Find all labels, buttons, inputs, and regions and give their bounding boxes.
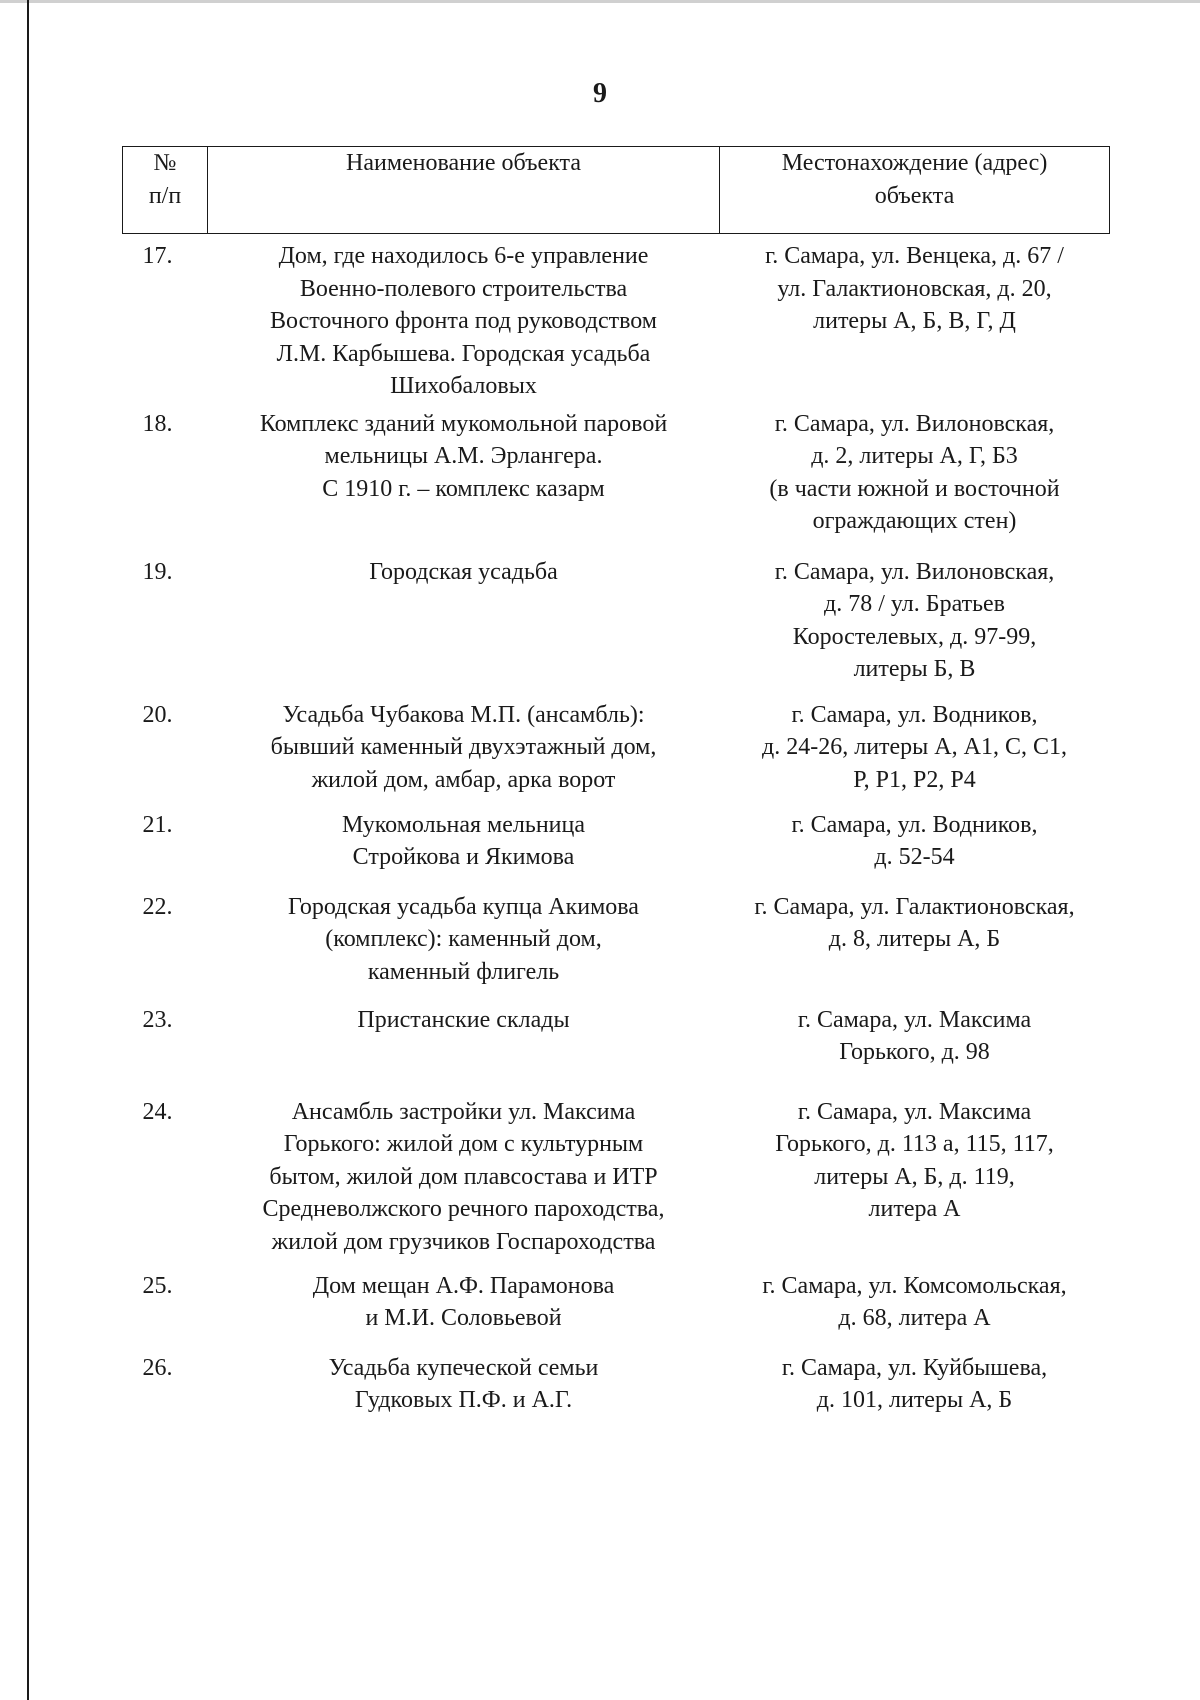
object-address: г. Самара, ул. Комсомольская, д. 68, литера А bbox=[762, 1272, 1067, 1331]
object-name: Пристанские склады bbox=[357, 1006, 570, 1033]
row-number: 20. bbox=[142, 701, 173, 728]
table-row bbox=[123, 408, 1110, 556]
row-number: 24. bbox=[142, 1098, 173, 1125]
row-number-cell bbox=[123, 809, 208, 891]
row-number-cell bbox=[123, 1270, 208, 1352]
object-address: г. Самара, ул. Водников, д. 52-54 bbox=[791, 811, 1038, 870]
object-address-cell bbox=[720, 1352, 1110, 1422]
object-address-cell bbox=[720, 809, 1110, 891]
table-row bbox=[123, 234, 1110, 408]
object-address: г. Самара, ул. Водников, д. 24-26, литеры А, А1, С, С1, Р, Р1, Р2, Р4 bbox=[762, 701, 1067, 793]
table-row bbox=[123, 809, 1110, 891]
row-number-cell bbox=[123, 891, 208, 1004]
object-name-cell bbox=[208, 1352, 720, 1422]
table-row bbox=[123, 699, 1110, 809]
header-address bbox=[720, 147, 1110, 234]
table-row bbox=[123, 1270, 1110, 1352]
object-name-cell bbox=[208, 809, 720, 891]
object-address: г. Самара, ул. Вилоновская, д. 2, литеры А, Г, Б3 (в части южной и восточной ограждающих стен) bbox=[769, 410, 1060, 534]
table-header bbox=[123, 147, 1110, 234]
object-name: Дом мещан А.Ф. Парамонова и М.И. Соловьевой bbox=[312, 1272, 615, 1331]
object-name: Усадьба Чубакова М.П. (ансамбль): бывший каменный двухэтажный дом, жилой дом, амбар, арка ворот bbox=[270, 701, 657, 793]
row-number: 23. bbox=[142, 1006, 173, 1033]
table-row bbox=[123, 556, 1110, 699]
object-name-cell bbox=[208, 1004, 720, 1096]
row-number: 22. bbox=[142, 893, 173, 920]
header-address-label: Местонахождение (адрес) объекта bbox=[781, 150, 1048, 209]
object-name: Городская усадьба bbox=[369, 558, 558, 585]
row-number-cell bbox=[123, 1096, 208, 1270]
table-row bbox=[123, 891, 1110, 1004]
object-address-cell bbox=[720, 234, 1110, 408]
object-name-cell bbox=[208, 234, 720, 408]
object-name-cell bbox=[208, 556, 720, 699]
object-address: г. Самара, ул. Куйбышева, д. 101, литеры А, Б bbox=[781, 1354, 1048, 1413]
row-number-cell bbox=[123, 556, 208, 699]
object-name: Дом, где находилось 6-е управление Военно-полевого строительства Восточного фронта под руководством Л.М. Карбышева. Городская усадьба Шихобаловых bbox=[269, 243, 657, 399]
row-number: 26. bbox=[142, 1354, 173, 1381]
header-number-label: № п/п bbox=[148, 150, 182, 209]
row-number: 25. bbox=[142, 1272, 173, 1299]
object-name: Усадьба купеческой семьи Гудковых П.Ф. и А.Г. bbox=[328, 1354, 599, 1413]
row-number: 17. bbox=[142, 243, 173, 269]
header-number bbox=[123, 147, 208, 234]
object-name-cell bbox=[208, 699, 720, 809]
page-number: 9 bbox=[593, 78, 607, 109]
object-address: г. Самара, ул. Максима Горького, д. 98 bbox=[797, 1006, 1032, 1065]
object-address-cell bbox=[720, 1096, 1110, 1270]
object-address-cell bbox=[720, 556, 1110, 699]
row-number-cell bbox=[123, 408, 208, 556]
row-number-cell bbox=[123, 699, 208, 809]
object-address-cell bbox=[720, 1270, 1110, 1352]
row-number: 18. bbox=[142, 410, 173, 437]
object-address-cell bbox=[720, 1004, 1110, 1096]
table-header-row bbox=[123, 147, 1110, 234]
row-number-cell bbox=[123, 1004, 208, 1096]
object-name: Городская усадьба купца Акимова (комплекс): каменный дом, каменный флигель bbox=[288, 893, 639, 985]
object-address-cell bbox=[720, 699, 1110, 809]
objects-table bbox=[122, 146, 1110, 1422]
object-address-cell bbox=[720, 408, 1110, 556]
object-name: Комплекс зданий мукомольной паровой мельницы А.М. Эрлангера. С 1910 г. – комплекс казарм bbox=[259, 410, 668, 502]
scan-left-edge bbox=[27, 0, 29, 1700]
object-name-cell bbox=[208, 1096, 720, 1270]
object-name-cell bbox=[208, 408, 720, 556]
table-row bbox=[123, 1096, 1110, 1270]
row-number-cell bbox=[123, 234, 208, 408]
table-row bbox=[123, 1004, 1110, 1096]
scan-top-edge bbox=[0, 0, 1200, 3]
row-number-cell bbox=[123, 1352, 208, 1422]
row-number: 19. bbox=[142, 558, 173, 585]
object-address: г. Самара, ул. Максима Горького, д. 113 а, 115, 117, литеры А, Б, д. 119, литера А bbox=[775, 1098, 1054, 1222]
object-name: Мукомольная мельница Стройкова и Якимова bbox=[342, 811, 585, 870]
object-name: Ансамбль застройки ул. Максима Горького: жилой дом с культурным бытом, жилой дом плавсостава и ИТР Средневолжского речного пароходства, жилой дом грузчиков Госпароходства bbox=[262, 1098, 665, 1255]
row-number: 21. bbox=[142, 811, 173, 838]
object-name-cell bbox=[208, 1270, 720, 1352]
object-address-cell bbox=[720, 891, 1110, 1004]
table-row bbox=[123, 1352, 1110, 1422]
table-body bbox=[123, 234, 1110, 1422]
object-address: г. Самара, ул. Галактионовская, д. 8, литеры А, Б bbox=[754, 893, 1075, 952]
header-object-name-label: Наименование объекта bbox=[346, 150, 581, 176]
object-address: г. Самара, ул. Венцека, д. 67 / ул. Галактионовская, д. 20, литеры А, Б, В, Г, Д bbox=[765, 243, 1064, 334]
object-name-cell bbox=[208, 891, 720, 1004]
object-address: г. Самара, ул. Вилоновская, д. 78 / ул. Братьев Коростелевых, д. 97-99, литеры Б, В bbox=[774, 558, 1055, 682]
header-object-name bbox=[208, 147, 720, 234]
